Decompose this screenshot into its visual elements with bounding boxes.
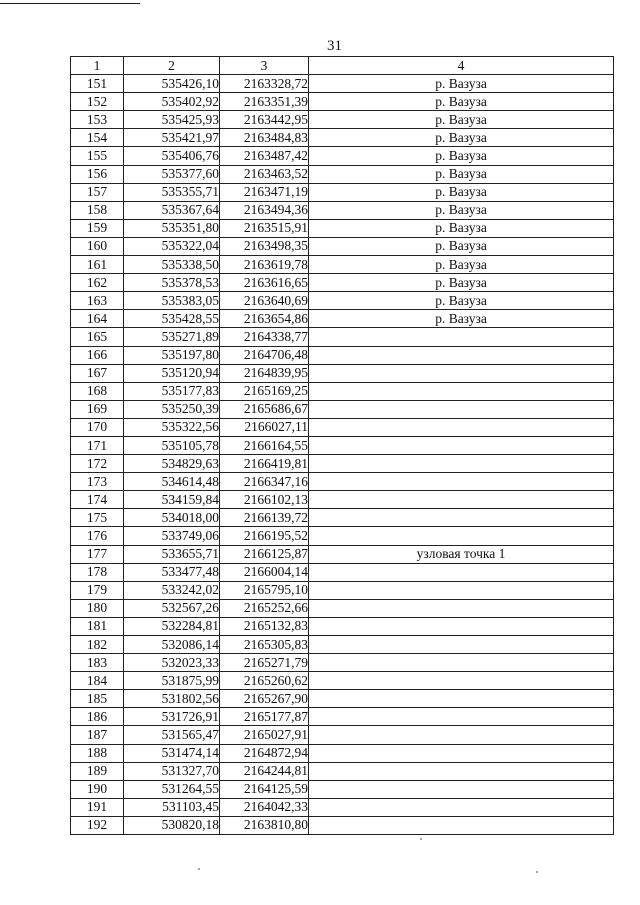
x-coordinate-cell: 534829,63 (124, 455, 220, 473)
y-coordinate-cell: 2163442,95 (220, 111, 309, 129)
point-number-cell: 167 (71, 364, 124, 382)
y-coordinate-cell: 2163616,65 (220, 274, 309, 292)
x-coordinate-cell: 531726,91 (124, 708, 220, 726)
y-coordinate-cell: 2163487,42 (220, 147, 309, 165)
point-number-cell: 178 (71, 563, 124, 581)
description-cell (309, 418, 614, 436)
x-coordinate-cell: 535402,92 (124, 93, 220, 111)
table-row (71, 527, 614, 545)
y-coordinate-cell: 2163654,86 (220, 310, 309, 328)
x-coordinate-cell: 535378,53 (124, 274, 220, 292)
y-coordinate-cell: 2165267,90 (220, 690, 309, 708)
y-coordinate-cell: 2165271,79 (220, 654, 309, 672)
description-cell: р. Вазуза (309, 165, 614, 183)
description-cell (309, 328, 614, 346)
point-number-cell: 158 (71, 201, 124, 219)
y-coordinate-cell: 2163463,52 (220, 165, 309, 183)
description-cell (309, 382, 614, 400)
x-coordinate-cell: 530820,18 (124, 816, 220, 834)
y-coordinate-cell: 2164125,59 (220, 780, 309, 798)
y-coordinate-cell: 2163810,80 (220, 816, 309, 834)
y-coordinate-cell: 2166102,13 (220, 491, 309, 509)
table-row (71, 708, 614, 726)
x-coordinate-cell: 531264,55 (124, 780, 220, 798)
y-coordinate-cell: 2163498,35 (220, 237, 309, 255)
x-coordinate-cell: 535428,55 (124, 310, 220, 328)
description-cell: р. Вазуза (309, 256, 614, 274)
x-coordinate-cell: 535426,10 (124, 75, 220, 93)
y-coordinate-cell: 2166164,55 (220, 436, 309, 454)
x-coordinate-cell: 531565,47 (124, 726, 220, 744)
y-coordinate-cell: 2165132,83 (220, 617, 309, 635)
y-coordinate-cell: 2166139,72 (220, 509, 309, 527)
description-cell: р. Вазуза (309, 111, 614, 129)
y-coordinate-cell: 2165305,83 (220, 636, 309, 654)
description-cell (309, 708, 614, 726)
table-row (71, 346, 614, 364)
point-number-cell: 172 (71, 455, 124, 473)
description-cell: р. Вазуза (309, 201, 614, 219)
description-cell: р. Вазуза (309, 292, 614, 310)
description-cell (309, 654, 614, 672)
y-coordinate-cell: 2164338,77 (220, 328, 309, 346)
y-coordinate-cell: 2164706,48 (220, 346, 309, 364)
y-coordinate-cell: 2166347,16 (220, 473, 309, 491)
table-row (71, 690, 614, 708)
point-number-cell: 177 (71, 545, 124, 563)
scan-speck (536, 871, 538, 873)
point-number-cell: 163 (71, 292, 124, 310)
point-number-cell: 166 (71, 346, 124, 364)
point-number-cell: 187 (71, 726, 124, 744)
table-row (71, 292, 614, 310)
y-coordinate-cell: 2163619,78 (220, 256, 309, 274)
description-cell (309, 672, 614, 690)
x-coordinate-cell: 534159,84 (124, 491, 220, 509)
x-coordinate-cell: 535383,05 (124, 292, 220, 310)
description-cell (309, 636, 614, 654)
description-cell (309, 364, 614, 382)
point-number-cell: 176 (71, 527, 124, 545)
x-coordinate-cell: 534018,00 (124, 509, 220, 527)
table-row (71, 237, 614, 255)
x-coordinate-cell: 535271,89 (124, 328, 220, 346)
point-number-cell: 156 (71, 165, 124, 183)
y-coordinate-cell: 2166125,87 (220, 545, 309, 563)
description-cell: р. Вазуза (309, 310, 614, 328)
x-coordinate-cell: 532284,81 (124, 617, 220, 635)
point-number-cell: 169 (71, 400, 124, 418)
point-number-cell: 191 (71, 798, 124, 816)
description-cell (309, 563, 614, 581)
description-cell: р. Вазуза (309, 75, 614, 93)
table-row (71, 455, 614, 473)
y-coordinate-cell: 2164042,33 (220, 798, 309, 816)
point-number-cell: 168 (71, 382, 124, 400)
point-number-cell: 171 (71, 436, 124, 454)
x-coordinate-cell: 534614,48 (124, 473, 220, 491)
table-row (71, 563, 614, 581)
description-cell (309, 798, 614, 816)
y-coordinate-cell: 2166419,81 (220, 455, 309, 473)
table-row (71, 93, 614, 111)
table-row (71, 129, 614, 147)
description-cell: р. Вазуза (309, 183, 614, 201)
y-coordinate-cell: 2166027,11 (220, 418, 309, 436)
header-col-description: 4 (309, 57, 614, 75)
y-coordinate-cell: 2165686,67 (220, 400, 309, 418)
description-cell (309, 816, 614, 834)
y-coordinate-cell: 2163351,39 (220, 93, 309, 111)
description-cell (309, 527, 614, 545)
point-number-cell: 162 (71, 274, 124, 292)
description-cell (309, 599, 614, 617)
x-coordinate-cell: 535367,64 (124, 201, 220, 219)
description-cell: р. Вазуза (309, 93, 614, 111)
page-number: 31 (327, 38, 342, 54)
table-row (71, 617, 614, 635)
x-coordinate-cell: 535338,50 (124, 256, 220, 274)
table-row (71, 654, 614, 672)
header-row (71, 57, 614, 75)
description-cell (309, 690, 614, 708)
x-coordinate-cell: 531103,45 (124, 798, 220, 816)
x-coordinate-cell: 531474,14 (124, 744, 220, 762)
table-row (71, 400, 614, 418)
table-row (71, 274, 614, 292)
x-coordinate-cell: 532567,26 (124, 599, 220, 617)
table-row (71, 816, 614, 834)
y-coordinate-cell: 2165795,10 (220, 581, 309, 599)
table-row (71, 599, 614, 617)
description-cell (309, 780, 614, 798)
y-coordinate-cell: 2165177,87 (220, 708, 309, 726)
description-cell (309, 346, 614, 364)
point-number-cell: 192 (71, 816, 124, 834)
x-coordinate-cell: 535120,94 (124, 364, 220, 382)
point-number-cell: 181 (71, 617, 124, 635)
point-number-cell: 152 (71, 93, 124, 111)
table-row (71, 219, 614, 237)
point-number-cell: 188 (71, 744, 124, 762)
description-cell: р. Вазуза (309, 147, 614, 165)
description-cell (309, 744, 614, 762)
y-coordinate-cell: 2165169,25 (220, 382, 309, 400)
x-coordinate-cell: 535177,83 (124, 382, 220, 400)
point-number-cell: 164 (71, 310, 124, 328)
x-coordinate-cell: 531802,56 (124, 690, 220, 708)
y-coordinate-cell: 2163515,91 (220, 219, 309, 237)
point-number-cell: 179 (71, 581, 124, 599)
description-cell: р. Вазуза (309, 219, 614, 237)
table-row (71, 256, 614, 274)
table-row (71, 780, 614, 798)
table-row (71, 165, 614, 183)
y-coordinate-cell: 2163328,72 (220, 75, 309, 93)
scan-speck (420, 838, 422, 840)
table-row (71, 111, 614, 129)
x-coordinate-cell: 532086,14 (124, 636, 220, 654)
x-coordinate-cell: 535406,76 (124, 147, 220, 165)
table-body (71, 75, 614, 835)
y-coordinate-cell: 2163640,69 (220, 292, 309, 310)
point-number-cell: 159 (71, 219, 124, 237)
top-left-rule (0, 3, 140, 4)
header-col-x: 2 (124, 57, 220, 75)
point-number-cell: 175 (71, 509, 124, 527)
y-coordinate-cell: 2166004,14 (220, 563, 309, 581)
point-number-cell: 190 (71, 780, 124, 798)
x-coordinate-cell: 535197,80 (124, 346, 220, 364)
description-cell: узловая точка 1 (309, 545, 614, 563)
x-coordinate-cell: 535421,97 (124, 129, 220, 147)
point-number-cell: 151 (71, 75, 124, 93)
x-coordinate-cell: 535105,78 (124, 436, 220, 454)
point-number-cell: 174 (71, 491, 124, 509)
table-row (71, 726, 614, 744)
point-number-cell: 165 (71, 328, 124, 346)
description-cell (309, 473, 614, 491)
table-row (71, 364, 614, 382)
point-number-cell: 183 (71, 654, 124, 672)
x-coordinate-cell: 533749,06 (124, 527, 220, 545)
x-coordinate-cell: 535425,93 (124, 111, 220, 129)
y-coordinate-cell: 2163471,19 (220, 183, 309, 201)
y-coordinate-cell: 2165027,91 (220, 726, 309, 744)
description-cell (309, 762, 614, 780)
point-number-cell: 182 (71, 636, 124, 654)
point-number-cell: 154 (71, 129, 124, 147)
point-number-cell: 185 (71, 690, 124, 708)
x-coordinate-cell: 535351,80 (124, 219, 220, 237)
x-coordinate-cell: 533477,48 (124, 563, 220, 581)
y-coordinate-cell: 2163494,36 (220, 201, 309, 219)
y-coordinate-cell: 2164244,81 (220, 762, 309, 780)
table-row (71, 382, 614, 400)
x-coordinate-cell: 533655,71 (124, 545, 220, 563)
table-row (71, 744, 614, 762)
x-coordinate-cell: 535322,04 (124, 237, 220, 255)
description-cell (309, 581, 614, 599)
table-row (71, 473, 614, 491)
description-cell (309, 491, 614, 509)
x-coordinate-cell: 535355,71 (124, 183, 220, 201)
table-row (71, 310, 614, 328)
table-row (71, 147, 614, 165)
y-coordinate-cell: 2166195,52 (220, 527, 309, 545)
description-cell: р. Вазуза (309, 129, 614, 147)
table-row (71, 798, 614, 816)
description-cell (309, 617, 614, 635)
x-coordinate-cell: 533242,02 (124, 581, 220, 599)
table-row (71, 491, 614, 509)
table-row (71, 545, 614, 563)
header-col-y: 3 (220, 57, 309, 75)
y-coordinate-cell: 2164872,94 (220, 744, 309, 762)
y-coordinate-cell: 2165252,66 (220, 599, 309, 617)
table-row (71, 201, 614, 219)
point-number-cell: 157 (71, 183, 124, 201)
table-row (71, 328, 614, 346)
x-coordinate-cell: 535377,60 (124, 165, 220, 183)
point-number-cell: 173 (71, 473, 124, 491)
table-row (71, 436, 614, 454)
header-col-point-number: 1 (71, 57, 124, 75)
x-coordinate-cell: 535322,56 (124, 418, 220, 436)
y-coordinate-cell: 2164839,95 (220, 364, 309, 382)
point-number-cell: 180 (71, 599, 124, 617)
point-number-cell: 170 (71, 418, 124, 436)
table-row (71, 418, 614, 436)
coordinates-table (70, 56, 614, 835)
point-number-cell: 186 (71, 708, 124, 726)
x-coordinate-cell: 532023,33 (124, 654, 220, 672)
x-coordinate-cell: 531875,99 (124, 672, 220, 690)
table-row (71, 672, 614, 690)
description-cell (309, 400, 614, 418)
description-cell (309, 509, 614, 527)
point-number-cell: 161 (71, 256, 124, 274)
y-coordinate-cell: 2165260,62 (220, 672, 309, 690)
table-row (71, 75, 614, 93)
table-row (71, 581, 614, 599)
point-number-cell: 153 (71, 111, 124, 129)
table-row (71, 762, 614, 780)
point-number-cell: 189 (71, 762, 124, 780)
description-cell: р. Вазуза (309, 237, 614, 255)
table-row (71, 509, 614, 527)
scan-speck (198, 868, 200, 870)
table-row (71, 636, 614, 654)
description-cell (309, 455, 614, 473)
point-number-cell: 160 (71, 237, 124, 255)
description-cell: р. Вазуза (309, 274, 614, 292)
description-cell (309, 726, 614, 744)
table-row (71, 183, 614, 201)
x-coordinate-cell: 531327,70 (124, 762, 220, 780)
y-coordinate-cell: 2163484,83 (220, 129, 309, 147)
description-cell (309, 436, 614, 454)
point-number-cell: 155 (71, 147, 124, 165)
point-number-cell: 184 (71, 672, 124, 690)
x-coordinate-cell: 535250,39 (124, 400, 220, 418)
